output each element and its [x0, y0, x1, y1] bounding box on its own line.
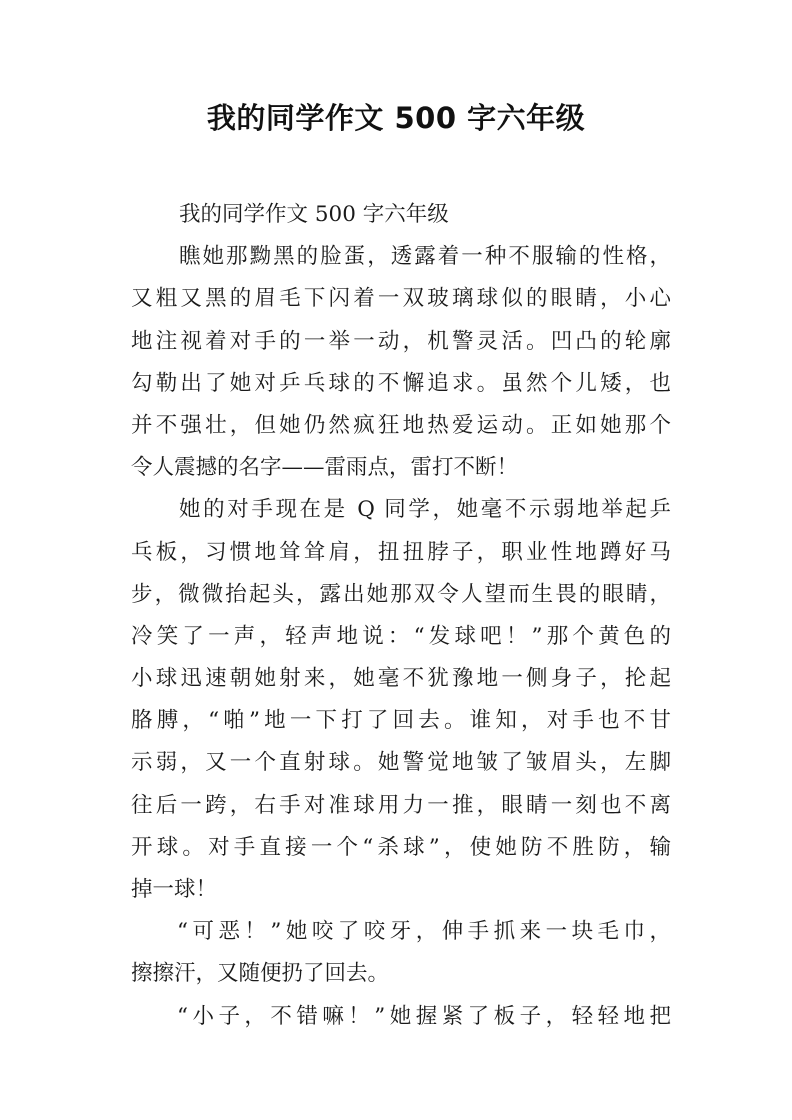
text-line: 并不强壮，但她仍然疯狂地热爱运动。正如她那个: [131, 412, 671, 438]
text-line: 示弱，又一个直射球。她警觉地皱了皱眉头，左脚: [131, 750, 671, 776]
text-line: 她的对手现在是 Q 同学，她毫不示弱地举起乒: [179, 497, 671, 523]
text-line: 冷笑了一声，轻声地说：“发球吧！”那个黄色的: [131, 623, 671, 649]
essay-body: [131, 194, 671, 1038]
text-line: 令人震撼的名字——雷雨点，雷打不断！: [131, 455, 519, 481]
text-line: 掉一球！: [131, 877, 218, 902]
text-line: “可恶！”她咬了咬牙，伸手抓来一块毛巾，: [177, 919, 671, 945]
text-line: 勾勒出了她对乒乓球的不懈追求。虽然个儿矮，也: [131, 370, 671, 396]
text-line: “小子，不错嘛！”她握紧了板子，轻轻地把: [177, 1003, 671, 1029]
text-line: 瞧她那黝黑的脸蛋，透露着一种不服输的性格，: [179, 244, 671, 270]
text-line: 胳膊，“啪”地一下打了回去。谁知，对手也不甘: [131, 708, 671, 734]
document-title: 我的同学作文 500 字六年级: [206, 101, 586, 135]
text-line: 往后一跨，右手对准球用力一推，眼睛一刻也不离: [131, 792, 671, 818]
text-line: 小球迅速朝她射来，她毫不犹豫地一侧身子，抡起: [131, 666, 671, 692]
text-line: 开球。对手直接一个“杀球”，使她防不胜防，输: [131, 834, 671, 860]
text-line: 又粗又黑的眉毛下闪着一双玻璃球似的眼睛，小心: [131, 286, 671, 312]
text-line: 地注视着对手的一举一动，机警灵活。凹凸的轮廓: [131, 328, 671, 354]
essay-subtitle-line: 我的同学作文 500 字六年级: [179, 202, 449, 227]
text-line: 乓板，习惯地耸耸肩，扭扭脖子，职业性地蹲好马: [131, 539, 671, 565]
text-line: 擦擦汗，又随便扔了回去。: [131, 961, 390, 987]
text-line: 步，微微抬起头，露出她那双令人望而生畏的眼睛，: [131, 581, 671, 607]
